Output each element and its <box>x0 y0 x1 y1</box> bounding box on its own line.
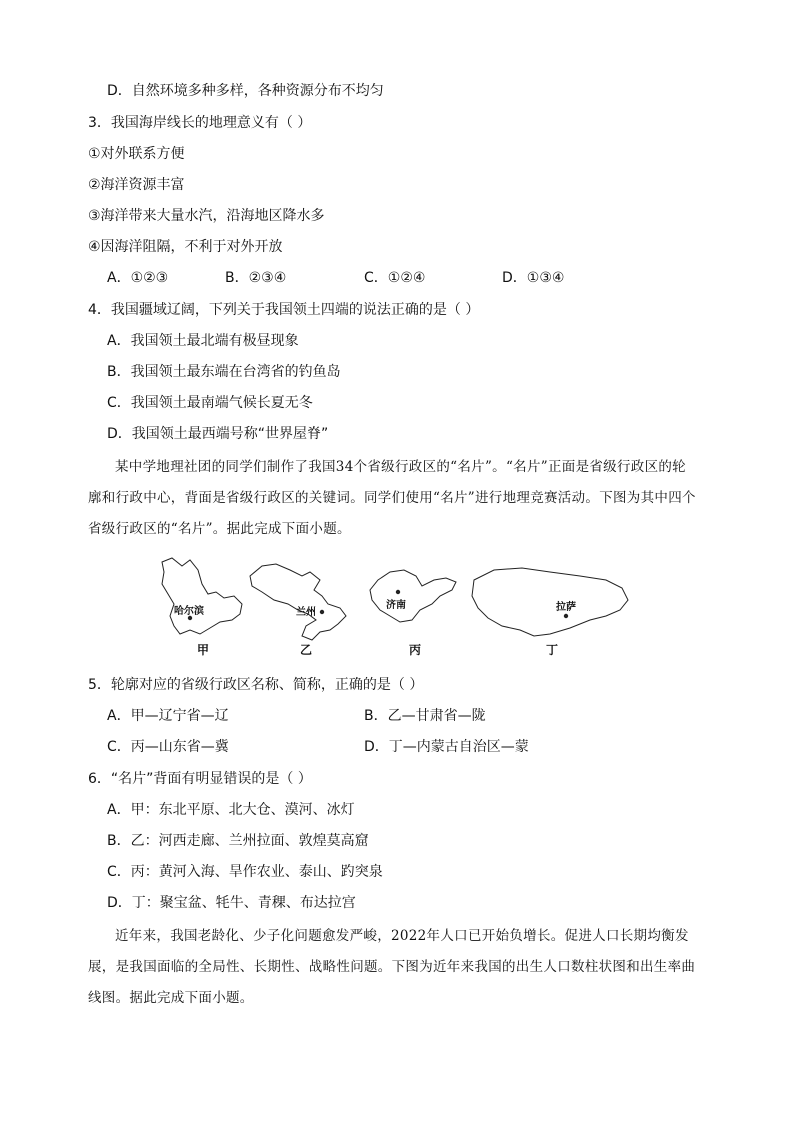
q4-option-a: A．我国领土最北端有极昼现象 <box>107 333 299 349</box>
q3-option-d: D．①③④ <box>502 270 565 286</box>
material-1-line-2: 廓和行政中心，背面是省级行政区的关键词。同学们使用“名片”进行地理竞赛活动。下图为其中四个 <box>88 490 696 506</box>
q4-stem: 4．我国疆域辽阔，下列关于我国领土四端的说法正确的是（ ） <box>88 302 480 318</box>
tibet-outline <box>472 568 628 636</box>
material-paragraph-1 <box>88 452 708 545</box>
q5-stem: 5．轮廓对应的省级行政区名称、简称，正确的是（ ） <box>88 677 424 693</box>
jinan-marker <box>396 590 400 594</box>
q5-option-b: B．乙—甘肃省—陇 <box>364 708 486 724</box>
tag-yi: 乙 <box>300 643 313 657</box>
label-harbin: 哈尔滨 <box>174 606 204 617</box>
tag-jia: 甲 <box>197 643 210 657</box>
province-maps-figure <box>150 550 640 660</box>
material-1-line-1: 某中学地理社团的同学们制作了我国34个省级行政区的“名片”。“名片”正面是省级行政区的轮 <box>115 459 686 475</box>
gansu-outline <box>250 564 346 640</box>
label-jinan: 济南 <box>386 600 406 611</box>
q3-item-2: ②海洋资源丰富 <box>88 177 185 193</box>
q3-item-1: ①对外联系方便 <box>88 146 185 162</box>
q5-option-c: C．丙—山东省—冀 <box>107 739 229 755</box>
lhasa-marker <box>564 614 568 618</box>
province-outline-maps <box>150 550 640 660</box>
q6-stem: 6．“名片”背面有明显错误的是（ ） <box>88 771 312 787</box>
material-2-line-1: 近年来，我国老龄化、少子化问题愈发严峻，2022年人口已开始负增长。促进人口长期均衡发 <box>115 928 689 944</box>
q4-option-d: D．我国领土最西端号称“世界屋脊” <box>107 426 329 442</box>
material-paragraph-2 <box>88 921 708 1014</box>
q3-option-c: C．①②④ <box>364 270 426 286</box>
shandong-outline <box>370 570 456 622</box>
q3-stem: 3．我国海岸线长的地理意义有（ ） <box>88 115 312 131</box>
q6-option-c: C．丙：黄河入海、旱作农业、泰山、趵突泉 <box>107 864 383 880</box>
label-lanzhou: 兰州 <box>296 607 316 618</box>
q4-option-b: B．我国领土最东端在台湾省的钓鱼岛 <box>107 364 341 380</box>
q4-option-c: C．我国领土最南端气候长夏无冬 <box>107 395 313 411</box>
q5-option-a: A．甲—辽宁省—辽 <box>107 708 229 724</box>
q5-option-d: D．丁—内蒙古自治区—蒙 <box>364 739 529 755</box>
q6-option-b: B．乙：河西走廊、兰州拉面、敦煌莫高窟 <box>107 833 369 849</box>
q3-item-4: ④因海洋阻隔，不利于对外开放 <box>88 239 283 255</box>
heilongjiang-outline <box>162 558 242 634</box>
q3-item-3: ③海洋带来大量水汽，沿海地区降水多 <box>88 208 325 224</box>
material-2-line-2: 展，是我国面临的全局性、长期性、战略性问题。下图为近年来我国的出生人口数柱状图和出生率曲 <box>88 959 696 975</box>
label-lhasa: 拉萨 <box>556 602 576 613</box>
tag-ding: 丁 <box>546 643 559 657</box>
tag-bing: 丙 <box>409 643 422 657</box>
q6-option-a: A．甲：东北平原、北大仓、漠河、冰灯 <box>107 802 355 818</box>
material-2-line-3: 线图。据此完成下面小题。 <box>88 990 254 1006</box>
q3-option-a: A．①②③ <box>107 270 169 286</box>
lanzhou-marker <box>320 610 324 614</box>
material-1-line-3: 省级行政区的“名片”。据此完成下面小题。 <box>88 521 351 537</box>
q6-option-d: D．丁：聚宝盆、牦牛、青稞、布达拉宫 <box>107 895 356 911</box>
q2-option-d: D．自然环境多种多样，各种资源分布不均匀 <box>107 83 384 99</box>
q3-option-b: B．②③④ <box>225 270 287 286</box>
